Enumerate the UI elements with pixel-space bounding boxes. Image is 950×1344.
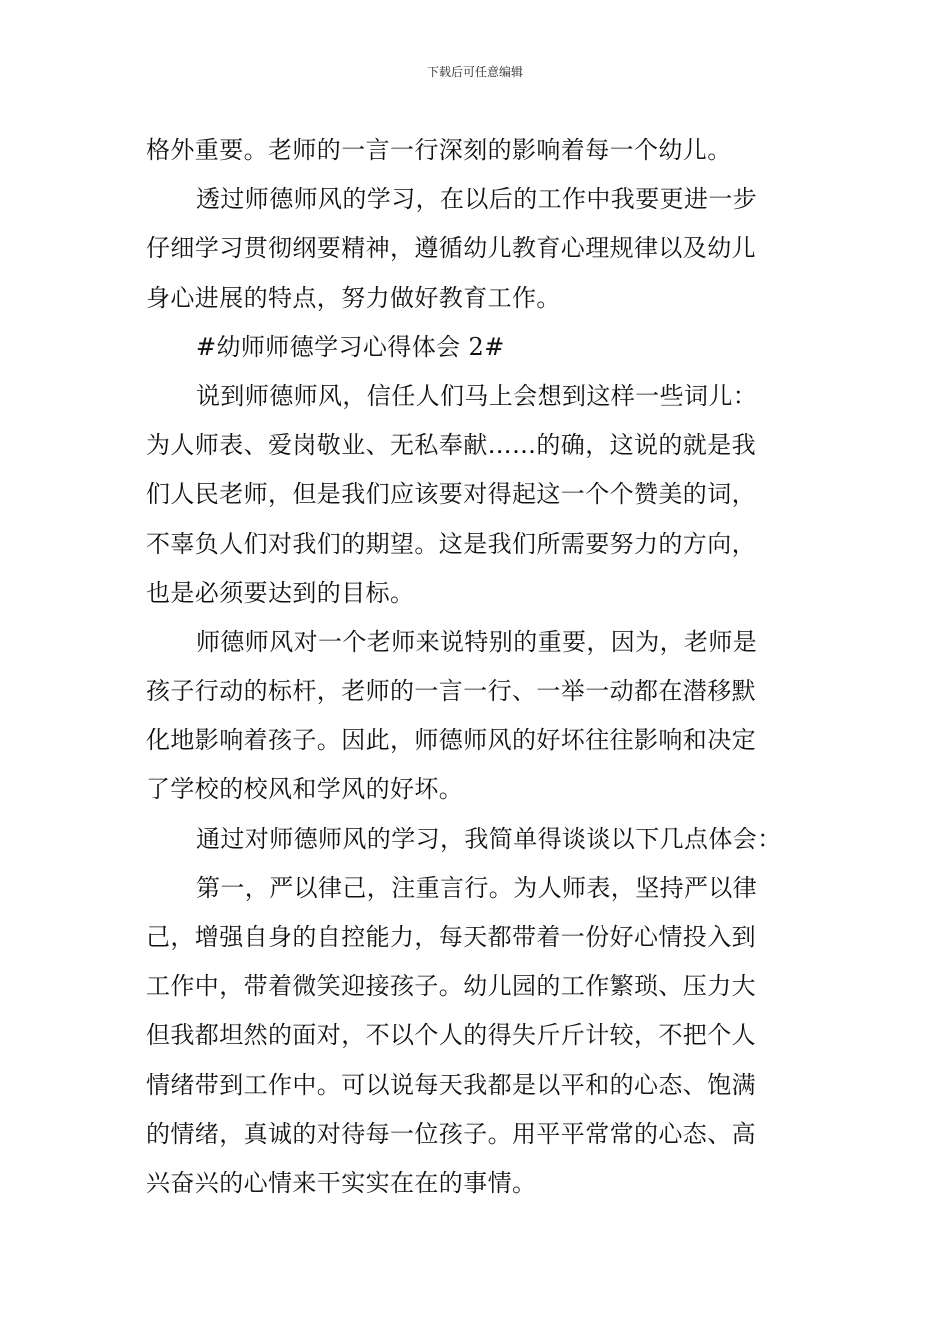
text-line: 们人民老师，但是我们应该要对得起这一个个赞美的词， xyxy=(146,480,756,509)
text-line: 但我都坦然的面对，不以个人的得失斤斤计较，不把个人 xyxy=(146,1021,756,1050)
text-line: #幼师师德学习心得体会 2# xyxy=(196,332,505,361)
text-line: 透过师德师风的学习，在以后的工作中我要更进一步 xyxy=(196,185,758,214)
text-line: 仔细学习贯彻纲要精神，遵循幼儿教育心理规律以及幼儿 xyxy=(146,234,756,263)
text-line: 工作中，带着微笑迎接孩子。幼儿园的工作繁琐、压力大 xyxy=(146,972,756,1001)
text-line: 第一，严以律己，注重言行。为人师表，坚持严以律 xyxy=(196,873,758,902)
text-line: 身心进展的特点，努力做好教育工作。 xyxy=(146,283,561,312)
text-line: 情绪带到工作中。可以说每天我都是以平和的心态、饱满 xyxy=(146,1070,756,1099)
text-line: 通过对师德师风的学习，我简单得谈谈以下几点体会： xyxy=(196,824,782,853)
text-line: 师德师风对一个老师来说特别的重要，因为，老师是 xyxy=(196,627,758,656)
text-line: 说到师德师风，信任人们马上会想到这样一些词儿： xyxy=(196,381,758,410)
text-line: 孩子行动的标杆，老师的一言一行、一举一动都在潜移默 xyxy=(146,677,756,706)
text-line: 的情绪，真诚的对待每一位孩子。用平平常常的心态、高 xyxy=(146,1119,756,1148)
text-line: 为人师表、爱岗敬业、无私奉献……的确，这说的就是我 xyxy=(146,431,756,460)
text-line: 了学校的校风和学风的好坏。 xyxy=(146,775,464,804)
text-line: 格外重要。老师的一言一行深刻的影响着每一个幼儿。 xyxy=(146,136,732,164)
page-header: 下载后可任意编辑 xyxy=(426,65,523,79)
text-line: 己，增强自身的自控能力，每天都带着一份好心情投入到 xyxy=(146,923,756,951)
body-text xyxy=(146,126,806,1208)
text-line: 也是必须要达到的目标。 xyxy=(146,578,415,607)
text-line: 不辜负人们对我们的期望。这是我们所需要努力的方向， xyxy=(146,529,756,558)
text-line: 兴奋兴的心情来干实实在在的事情。 xyxy=(146,1168,537,1197)
text-line: 化地影响着孩子。因此，师德师风的好坏往往影响和决定 xyxy=(146,726,756,755)
